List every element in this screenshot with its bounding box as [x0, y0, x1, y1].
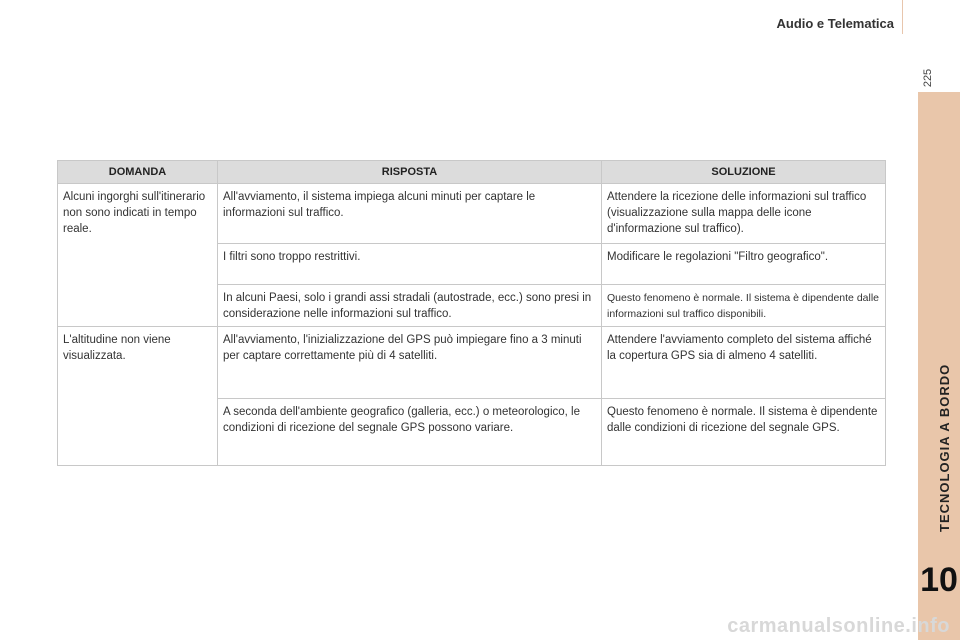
solution-cell: Attendere la ricezione delle informazioni sul traffico (visualizzazione sulla mappa delle icone d'informazione sul traffico). [602, 184, 886, 244]
answer-cell: All'avviamento, l'inizializzazione del GPS può impiegare fino a 3 minuti per captare correttamente più di 4 satelliti. [218, 327, 602, 399]
header-domanda: DOMANDA [58, 161, 218, 184]
table-header-row [58, 161, 886, 184]
solution-cell: Questo fenomeno è normale. Il sistema è dipendente dalle condizioni di ricezione del segnale GPS. [602, 399, 886, 466]
solution-cell: Modificare le regolazioni "Filtro geografico". [602, 244, 886, 285]
answer-cell: I filtri sono troppo restrittivi. [218, 244, 602, 285]
answer-cell: In alcuni Paesi, solo i grandi assi stradali (autostrade, ecc.) sono presi in considerazione nelle informazioni sul traffico. [218, 285, 602, 327]
watermark: carmanualsonline.info [727, 615, 950, 637]
table-row [58, 327, 886, 399]
chapter-label: TECNOLOGIA A BORDO [937, 363, 952, 532]
page-number: 225 [922, 68, 935, 88]
question-cell: L'altitudine non viene visualizzata. [58, 327, 218, 466]
table-row [58, 184, 886, 244]
answer-cell: All'avviamento, il sistema impiega alcuni minuti per captare le informazioni sul traffico. [218, 184, 602, 244]
question-cell: Alcuni ingorghi sull'itinerario non sono indicati in tempo reale. [58, 184, 218, 327]
solution-cell: Questo fenomeno è normale. Il sistema è dipendente dalle informazioni sul traffico disponibili. [602, 285, 886, 327]
header-divider [902, 0, 903, 34]
faq-table [57, 160, 886, 466]
solution-cell: Attendere l'avviamento completo del sistema affiché la copertura GPS sia di almeno 4 satelliti. [602, 327, 886, 399]
answer-cell: A seconda dell'ambiente geografico (galleria, ecc.) o meteorologico, le condizioni di ricezione del segnale GPS possono variare. [218, 399, 602, 466]
section-title: Audio e Telematica [776, 16, 894, 31]
chapter-number: 10 [920, 561, 958, 599]
header-risposta: RISPOSTA [218, 161, 602, 184]
chapter-tab [918, 92, 960, 640]
header-soluzione: SOLUZIONE [602, 161, 886, 184]
